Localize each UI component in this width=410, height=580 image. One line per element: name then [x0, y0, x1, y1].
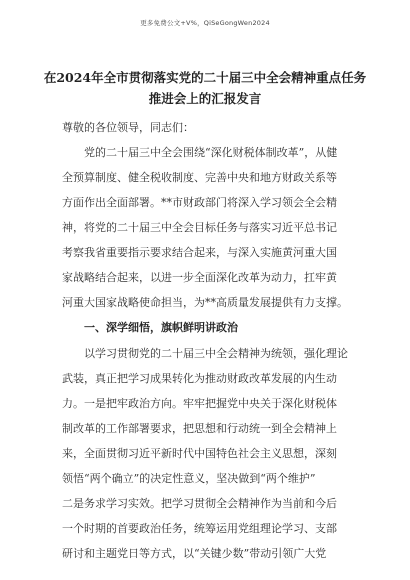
title-line-2: 推进会上的汇报发言	[148, 91, 262, 106]
paragraph-line: 全预算制度、健全税收制度、完善中央和地方财政关系等	[62, 171, 337, 184]
paragraph-line: 研讨和主题党日等方式，以“关键少数”带动引领广大党	[62, 547, 327, 560]
paragraph-line: 一个时期的首要政治任务，统筹运用党组理论学习、支部	[62, 522, 337, 535]
paragraph-line: 考察我省重要指示要求结合起来，与深入实施黄河重大国	[62, 246, 337, 259]
paragraph-line: 河重大国家战略使命担当，为**高质量发展提供有力支撑。	[62, 296, 348, 309]
section-heading: 一、深学细悟，旗帜鲜明讲政治	[84, 321, 238, 334]
salutation: 尊敬的各位领导，同志们：	[62, 121, 194, 134]
paragraph-line: 党的二十届三中全会围绕“深化财税体制改革”，从健	[84, 146, 338, 159]
page-header: 更多免费公文+V%，QiSeGongWen2024	[140, 19, 270, 27]
paragraph-line: 方面作出全面部署。**市财政部门将深入学习领会全会精	[62, 196, 337, 209]
paragraph-line: 力。一是把牢政治方向。牢牢把握党中央关于深化财税体	[62, 397, 337, 410]
paragraph-line: 武装，真正把学习成果转化为推动财政改革发展的内生动	[62, 372, 337, 385]
paragraph-line: 神，将党的二十届三中全会目标任务与落实习近平总书记	[62, 221, 337, 234]
paragraph-line: 以学习贯彻党的二十届三中全会精神为统领，强化理论	[84, 347, 348, 360]
paragraph-line: 家战略结合起来，以进一步全面深化改革为动力，扛牢黄	[62, 271, 337, 284]
title-line-1: 在2024年全市贯彻落实党的二十届三中全会精神重点任务	[43, 70, 367, 85]
paragraph-line: 领悟“两个确立”的决定性意义，坚决做到“两个维护”	[62, 472, 316, 485]
paragraph-line: 二是务求学习实效。把学习贯彻全会精神作为当前和今后	[62, 497, 337, 510]
paragraph-line: 制改革的工作部署要求，把思想和行动统一到全会精神上	[62, 422, 337, 435]
paragraph-line: 来，全面贯彻习近平新时代中国特色社会主义思想，深刻	[62, 447, 337, 460]
